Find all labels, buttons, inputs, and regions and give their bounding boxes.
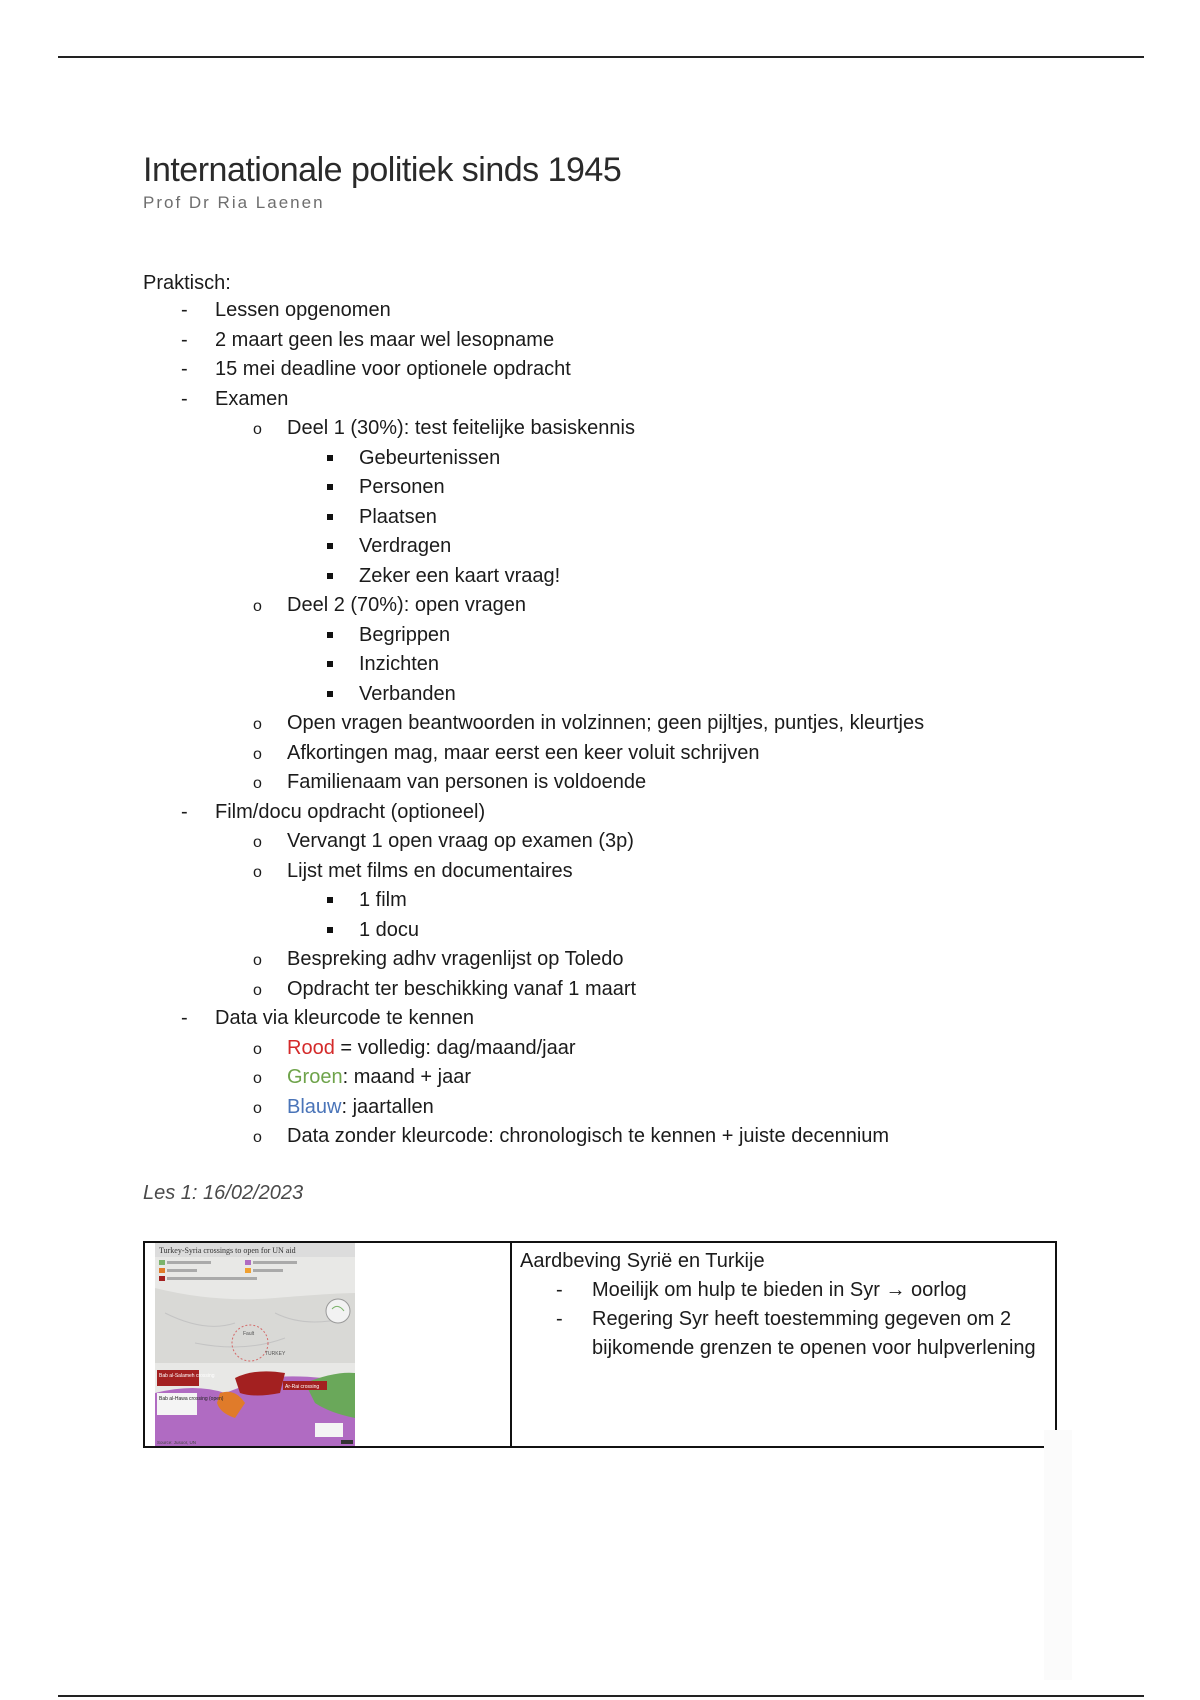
lesson-table xyxy=(143,1241,1057,1448)
deel2-list xyxy=(287,621,1063,710)
svg-text:Bab al-Hawa crossing (open): Bab al-Hawa crossing (open) xyxy=(159,1396,224,1402)
bottom-rule xyxy=(58,1695,1144,1697)
list-item: o Rood = volledig: dag/maand/jaar xyxy=(253,1036,576,1059)
list-item: - 2 maart geen les maar wel lesopname xyxy=(181,328,555,351)
list-item: o Blauw: jaartallen xyxy=(253,1095,434,1118)
document-body xyxy=(143,150,1063,1206)
list-item: o Bespreking adhv vragenlijst op Toledo xyxy=(253,948,624,970)
list-item-film: - Film/docu opdracht (optioneel) o Vervangt 1 open vraag op examen (3p) o Lijst met films en documentaires 1 film 1 docu o Bespreking adhv vragenlijst op Toledo o Opdracht ter beschikking vanaf 1 maart xyxy=(143,798,1063,1005)
color-word-blauw: Blauw xyxy=(287,1095,342,1118)
top-rule xyxy=(58,56,1144,58)
list-item: 1 docu xyxy=(287,916,1063,946)
svg-text:Fault: Fault xyxy=(243,1331,255,1337)
list-item: 1 film xyxy=(287,886,1063,916)
lesson-notes-cell xyxy=(512,1243,1055,1446)
list-item: - Lessen opgenomen xyxy=(181,299,391,321)
lesson-topic: Aardbeving Syrië en Turkije xyxy=(520,1250,765,1272)
list-item: o Lijst met films en documentaires 1 film 1 docu xyxy=(215,857,1063,946)
list-item: - Moeilijk om hulp te bieden in Syr → oorlog xyxy=(556,1279,967,1301)
list-item: Begrippen xyxy=(287,621,1063,651)
section-label-praktisch: Praktisch: xyxy=(143,272,231,294)
page-title: Internationale politiek sinds 1945 xyxy=(143,151,622,189)
list-item: o Opdracht ter beschikking vanaf 1 maart xyxy=(253,977,637,1000)
list-item: o Groen: maand + jaar xyxy=(253,1066,472,1088)
color-word-rood: Rood xyxy=(287,1036,335,1059)
list-item: - Regering Syr heeft toestemming gegeven om 2 bijkomende grenzen te openen voor hulpverlening xyxy=(556,1308,1036,1359)
map-image xyxy=(155,1243,355,1446)
svg-text:Ar-Rai crossing: Ar-Rai crossing xyxy=(285,1384,320,1390)
svg-text:TURKEY: TURKEY xyxy=(265,1351,286,1357)
list-item: o Data zonder kleurcode: chronologisch te kennen + juiste decennium xyxy=(253,1125,890,1147)
svg-text:Source: Jusoor, UN: Source: Jusoor, UN xyxy=(157,1440,197,1445)
list-item: Gebeurtenissen xyxy=(287,444,1063,474)
colorcode-sublist xyxy=(215,1034,1063,1152)
list-item: o Familienaam van personen is voldoende xyxy=(253,771,647,793)
film-sublist xyxy=(215,827,1063,1004)
list-item: - 15 mei deadline voor optionele opdracht xyxy=(181,358,571,380)
list-item: o Deel 2 (70%): open vragen Begrippen Inzichten Verbanden xyxy=(215,591,1063,709)
list-item: Personen xyxy=(287,473,1063,503)
lesson-points xyxy=(520,1276,1047,1363)
list-item: Plaatsen xyxy=(287,503,1063,533)
list-item: o Vervangt 1 open vraag op examen (3p) xyxy=(253,830,634,852)
list-item: Inzichten xyxy=(287,650,1063,680)
list-item-kleurcode: - Data via kleurcode te kennen o Rood = volledig: dag/maand/jaar o Groen: maand + jaar o Blauw: jaartallen o Data zonder kleurcode: chronologisch te kennen + juiste decennium xyxy=(143,1004,1063,1152)
color-word-groen: Groen xyxy=(287,1066,343,1088)
author: Prof Dr Ria Laenen xyxy=(143,193,325,212)
list-item: o Deel 1 (30%): test feitelijke basiskennis Gebeurtenissen Personen Plaatsen Verdragen Zeker een kaart vraag! xyxy=(215,414,1063,591)
list-item: o Open vragen beantwoorden in volzinnen; geen pijltjes, puntjes, kleurtjes xyxy=(253,712,925,734)
page-shade xyxy=(1044,1430,1072,1680)
map-cell xyxy=(145,1243,512,1446)
list-item: o Afkortingen mag, maar eerst een keer voluit schrijven xyxy=(253,741,760,764)
list-item-examen: - Examen o Deel 1 (30%): test feitelijke basiskennis Gebeurtenissen Personen Plaatsen Verdragen Zeker een kaart vraag! o Deel 2 (70%): open vragen Begrippen Inzichten Verbanden o Open vragen beantwoorden in volzinnen; geen pijltjes, puntjes, kleurtjes o Afkortingen mag, maar eerst een keer voluit schrijven o Familienaam van personen is voldoende xyxy=(143,385,1063,798)
list-item: Verbanden xyxy=(287,680,1063,710)
film-list xyxy=(287,886,1063,945)
list-item: Zeker een kaart vraag! xyxy=(287,562,1063,592)
exam-sublist xyxy=(215,414,1063,798)
practical-list xyxy=(143,296,1063,1152)
map-title: Turkey-Syria crossings to open for UN aid xyxy=(159,1246,296,1255)
lesson-heading: Les 1: 16/02/2023 xyxy=(143,1181,304,1204)
deel1-list xyxy=(287,444,1063,592)
svg-text:Bab al-Salameh crossing: Bab al-Salameh crossing xyxy=(159,1373,215,1379)
list-item: Verdragen xyxy=(287,532,1063,562)
